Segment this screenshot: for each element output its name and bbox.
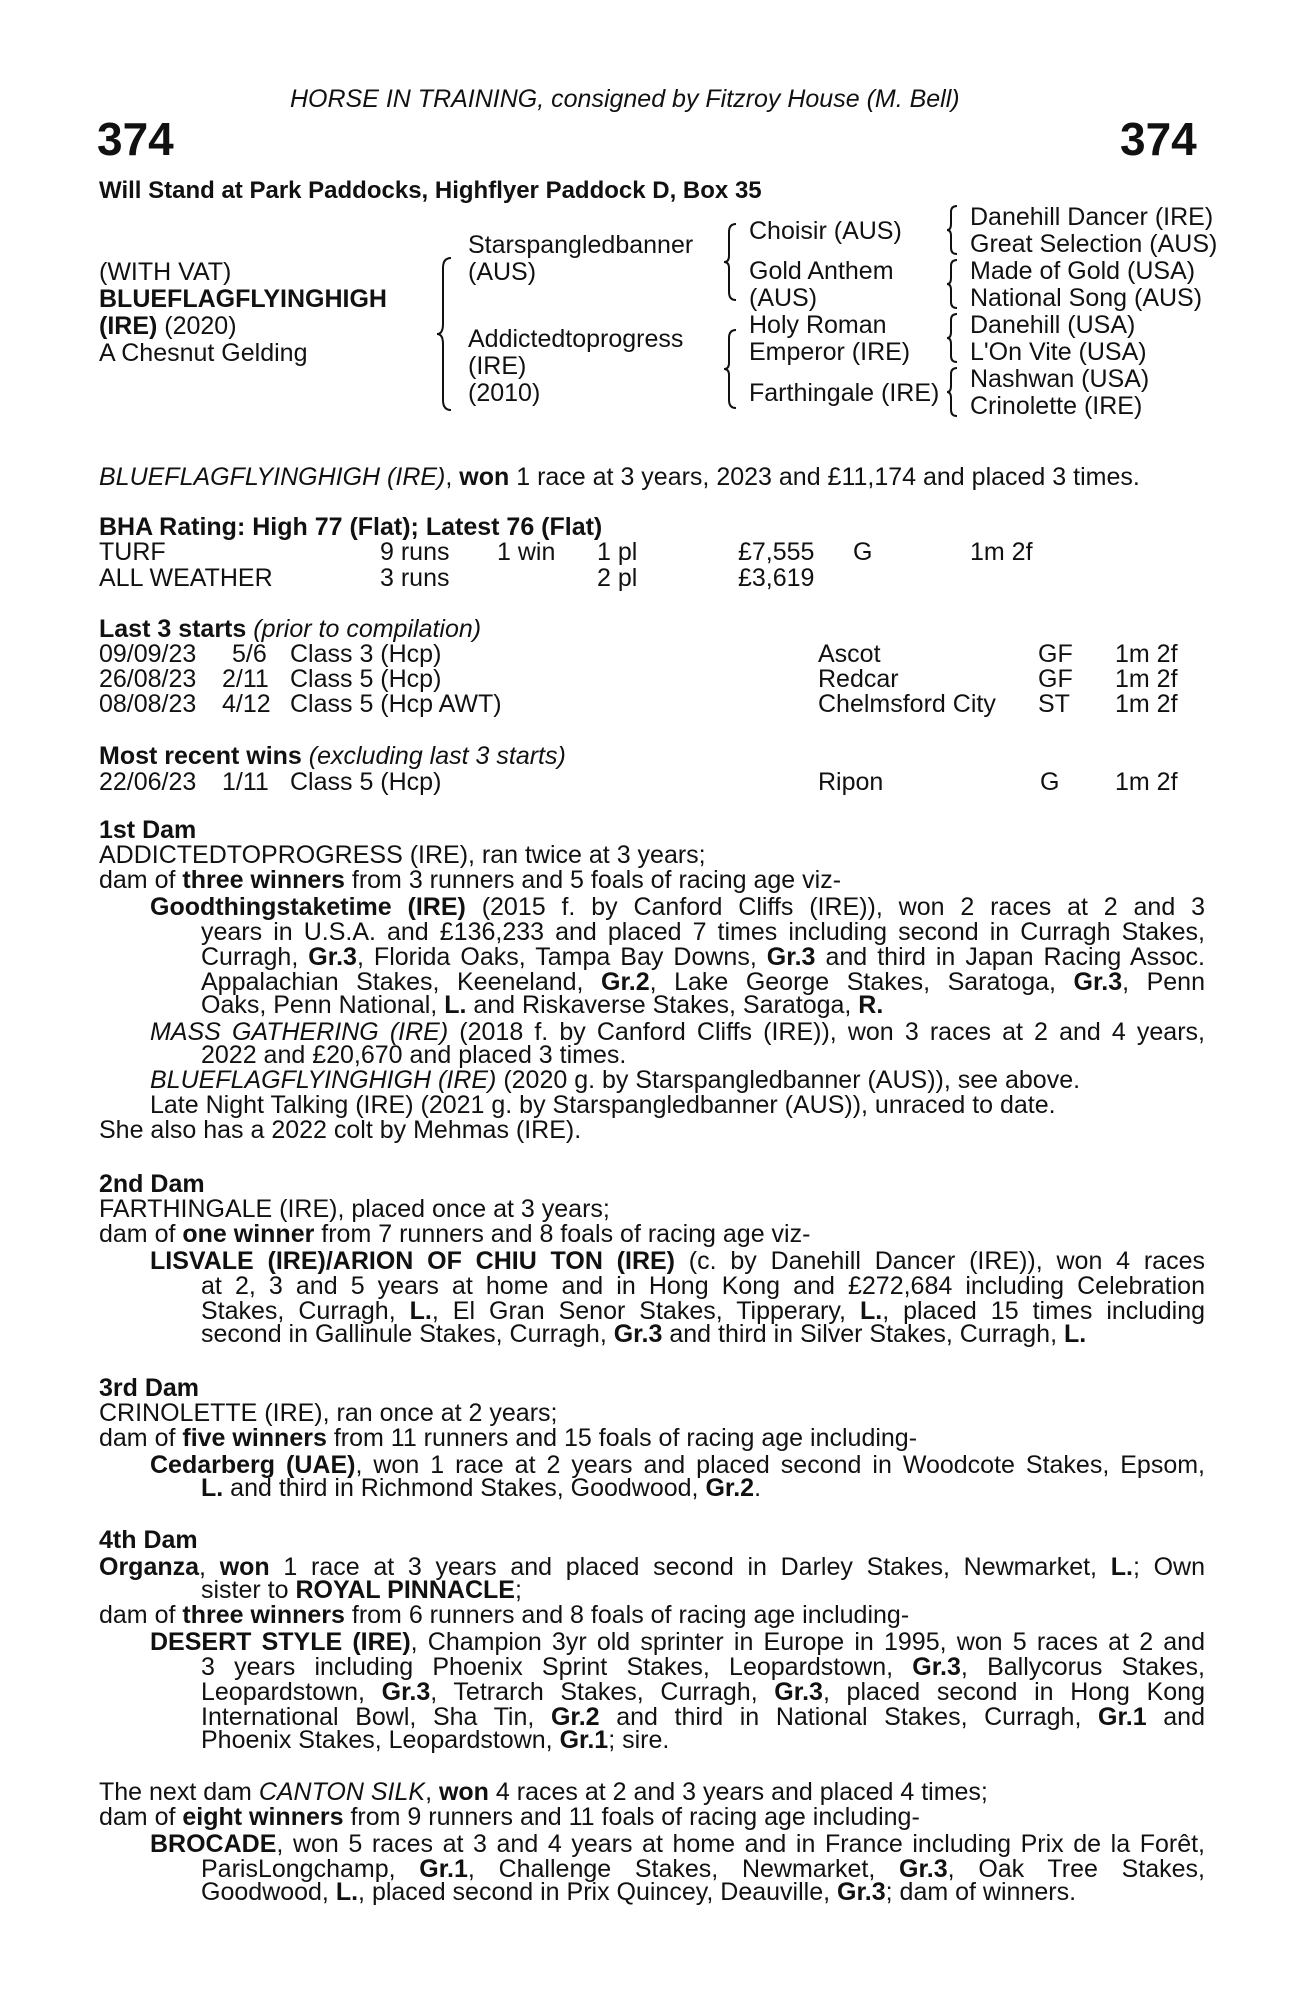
text-dam4-o1k: International Bowl, Sha Tin, [201,1703,551,1731]
text-dam2-l2c: from 7 runners and 8 foals of racing age viz- [314,1220,811,1248]
text-rating-rows-0-surface: TURF [99,538,166,566]
text-dam1-o1a: Goodthingstaketime (IRE) [150,893,466,921]
text-next-o1c: ParisLongchamp, [201,1855,420,1883]
text-line [201,1476,761,1501]
text-dam4-l2c: ; [514,1576,522,1604]
summary-text: 1 race at 3 years, 2023 and £11,174 and placed 3 times. [509,463,1140,491]
vat-note: (WITH VAT) [99,258,232,286]
brace-ss [945,204,959,256]
text-dam4-o1m: and third in National Stakes, Curragh, [599,1703,1099,1731]
text-dam1-o5: She also has a 2022 colt by Mehmas (IRE). [99,1116,582,1144]
text-next-l1b: CANTON SILK [258,1778,426,1806]
text-dam1-o1l: Gr.3 [1073,968,1123,996]
text-line [99,868,841,893]
text-last3-rows-1-course: Redcar [818,665,899,693]
text-last3-rows-0-pos: 5/6 [232,640,267,668]
text-dam3-l2b: five winners [182,1424,327,1452]
text-dam1-o2a: MASS GATHERING (IRE) [150,1018,449,1046]
text-dam4-l3b: three winners [182,1601,345,1629]
text-line [201,1578,522,1603]
text-dam1-o1h: and third in Japan Racing Assoc. [815,943,1205,971]
text-dam3-o1c: L. [201,1474,224,1502]
text-dam3-l1: CRINOLETTE (IRE), ran once at 2 years; [99,1399,558,1427]
text-next-o1j: , placed second in Prix Quincey, Deauville, [358,1878,837,1906]
text-dam3-o1f: . [754,1474,762,1502]
text-pedigree-sire1: Starspangledbanner [468,231,694,259]
gg-7: Nashwan (USA) [970,365,1150,393]
text-line [99,1603,909,1628]
text-dam2-o1i: second in Gallinule Stakes, Curragh, [201,1320,614,1348]
dam-sire [749,312,910,366]
text-line [99,1780,988,1805]
text-dam2-o1g: L. [859,1297,883,1325]
horse-name: BLUEFLAGFLYINGHIGH [99,285,387,313]
text-line [201,1880,1076,1905]
text-recent-rows-0-course: Ripon [818,768,884,796]
text-dam4-o1c: 3 years including Phoenix Sprint Stakes, Leopardstown, [201,1653,913,1681]
text-dam3-l2a: dam of [99,1424,183,1452]
text-dam3-l2c: from 11 runners and 15 foals of racing age including- [326,1424,918,1452]
stand-location: Will Stand at Park Paddocks, Highflyer Paddock D, Box 35 [99,177,762,204]
text-line [201,993,883,1018]
text-last3-rows-2-cls: Class 5 (Hcp AWT) [290,690,502,718]
subject-block [99,259,387,367]
gg-1: Danehill Dancer (IRE) [970,203,1214,231]
text-pedigree-ds2: Emperor (IRE) [749,338,911,366]
gg-3: Made of Gold (USA) [970,257,1196,285]
text-dam3-o1d: and third in Richmond Stakes, Goodwood, [223,1474,706,1502]
dam-name [468,326,683,407]
text-dam2-o1l: L. [1063,1320,1087,1348]
text-last3-rows-0-date: 09/09/23 [99,640,197,668]
text-last3-rows-1-date: 26/08/23 [99,665,197,693]
text-rating-rows-1-runs: 3 runs [380,564,450,592]
consignor-line: HORSE IN TRAINING, consigned by Fitzroy House (M. Bell) [290,85,960,113]
summary-horse: BLUEFLAGFLYINGHIGH (IRE) [99,463,446,491]
text-line [150,1068,1080,1093]
text-dam2-l2a: dam of [99,1220,183,1248]
text-next-o1e: , Challenge Stakes, Newmarket, [467,1855,900,1883]
text-dam2-o1d: Stakes, Curragh, [201,1297,410,1325]
text-dam2-title: 2nd Dam [99,1170,205,1198]
text-dam4-l1e: L. [1110,1553,1133,1581]
text-line [99,1426,917,1451]
text-recent-rows-0-going: G [1040,768,1060,796]
text-recent-rows-0-cls: Class 5 (Hcp) [290,768,442,796]
text-dam2-o1h: , placed 15 times including [882,1297,1205,1325]
text-next-l1e: 4 races at 2 and 3 years and placed 4 times; [488,1778,988,1806]
text-dam4-o1l: Gr.2 [550,1703,600,1731]
text-last3-rows-2-course: Chelmsford City [818,690,996,718]
text-last3-rows-2-going: ST [1038,690,1070,718]
text-dam4-o1p: Phoenix Stakes, Leopardstown, [201,1726,560,1754]
brace-dam [722,328,738,410]
text-dam2-o1f: , El Gran Senor Stakes, Tipperary, [431,1297,860,1325]
text-pedigree-ds1: Holy Roman [749,311,887,339]
text-dam4-o1f: Leopardstown, [201,1678,382,1706]
text-pedigree-sire2: (AUS) [468,258,537,286]
text-dam1-o1i: Appalachian Stakes, Keeneland, [201,968,601,996]
text-dam2-o1j: Gr.3 [613,1320,663,1348]
text-dam2-o1a: LISVALE (IRE)/ARION OF CHIU TON (IRE) [150,1247,675,1275]
text-next-o1h: Goodwood, [201,1878,336,1906]
text-last3-note: (prior to compilation) [246,615,482,643]
lot-number-right: 374 [1120,113,1197,165]
text-pedigree-dam3: (2010) [468,379,541,407]
text-dam4-o1g: Gr.3 [381,1678,431,1706]
brace-sire [722,222,738,302]
text-dam1-o4: Late Night Talking (IRE) (2021 g. by Starspangledbanner (AUS)), unraced to date. [150,1091,1056,1119]
gg-8: Crinolette (IRE) [970,392,1143,420]
text-pedigree-sd1: Gold Anthem [749,257,894,285]
text-last3-rows-2-date: 08/08/23 [99,690,197,718]
rating-title: BHA Rating: High 77 (Flat); Latest 76 (Flat) [99,513,603,541]
text-last3-title: Last 3 starts [99,615,247,643]
text-dam1-l2a: dam of [99,866,183,894]
text-recent-rows-0-dist: 1m 2f [1115,768,1178,796]
text-dam1-o1o: L. [444,991,467,1019]
text-dam1-o1j: Gr.2 [601,968,650,996]
text-last3-rows-0-cls: Class 3 (Hcp) [290,640,442,668]
text-dam1-o1e: Gr.3 [308,943,357,971]
text-dam3-o1b: , won 1 race at 2 years and placed second in Woodcote Stakes, Epsom, [355,1451,1206,1479]
sire-name [468,232,693,286]
text-dam2-o1b: (c. by Danehill Dancer (IRE)), won 4 races [675,1247,1205,1275]
text-line [201,1322,1086,1347]
text-dam4-l2b: ROYAL PINNACLE [295,1576,515,1604]
text-dam4-l1b: , [199,1553,220,1581]
text-recent-title: Most recent wins [99,742,302,770]
brace-ds [945,312,959,364]
text-dam4-o1q: Gr.1 [559,1726,609,1754]
text-dam1-o1f: , Florida Oaks, Tampa Bay Downs, [356,943,767,971]
text-last3-rows-2-pos: 4/12 [222,690,271,718]
text-pedigree-dam1: Addictedtoprogress [468,325,684,353]
gg-4: National Song (AUS) [970,284,1203,312]
text-dam3-o1e: Gr.2 [705,1474,755,1502]
gg-5: Danehill (USA) [970,311,1136,339]
text-rating-rows-1-pl: 2 pl [597,564,638,592]
race-summary: BLUEFLAGFLYINGHIGH (IRE), won 1 race at 3 years, 2023 and £11,174 and placed 3 times. [99,463,1140,491]
text-rating-rows-0-wins: 1 win [497,538,556,566]
text-next-o1d: Gr.1 [419,1855,468,1883]
gg-2: Great Selection (AUS) [970,230,1218,258]
text-next-l1c: , [425,1778,439,1806]
text-line [99,1805,920,1830]
text-dam1-o2c: 2022 and £20,670 and placed 3 times. [201,1041,627,1069]
text-dam1-o1c: years in U.S.A. and £136,233 and placed 7 times including second in Curragh Stakes, [201,918,1205,946]
text-next-o1l: ; dam of winners. [885,1878,1077,1906]
brace-dd [945,366,959,418]
brace-sd [945,258,959,310]
text-dam4-l1f: ; Own [1132,1553,1205,1581]
text-dam4-l3a: dam of [99,1601,183,1629]
text-dam2-o1k: and third in Silver Stakes, Curragh, [662,1320,1064,1348]
recent-heading [99,742,566,771]
text-dam1-o1m: , Penn [1122,968,1205,996]
text-dam1-o1b: (2015 f. by Canford Cliffs (IRE)), won 2 races at 2 and 3 [465,893,1205,921]
text-next-l2a: dam of [99,1803,183,1831]
text-dam4-o1e: , Ballycorus Stakes, [960,1653,1205,1681]
text-dam4-l2a: sister to [201,1576,296,1604]
sire-dam [749,258,894,312]
text-rating-rows-0-going: G [853,538,873,566]
text-dam4-o1o: and [1146,1703,1205,1731]
horse-suffix-line [99,313,387,340]
text-dam1-o2b: (2018 f. by Canford Cliffs (IRE)), won 3 races at 2 and 4 years, [448,1018,1205,1046]
text-dam1-o3b: (2020 g. by Starspangledbanner (AUS)), see above. [496,1066,1081,1094]
text-dam1-o3a: BLUEFLAGFLYINGHIGH (IRE) [150,1066,497,1094]
brace-main [435,256,455,412]
text-dam4-o1r: ; sire. [608,1726,670,1754]
text-rating-rows-1-surface: ALL WEATHER [99,564,273,592]
text-last3-rows-2-dist: 1m 2f [1115,690,1178,718]
text-dam4-o1j: , placed second in Hong Kong [822,1678,1205,1706]
text-dam4-title: 4th Dam [99,1526,198,1554]
text-next-l1d: won [438,1778,489,1806]
text-next-o1i: L. [335,1878,359,1906]
horse-country: (IRE) [99,312,158,340]
text-recent-rows-0-date: 22/06/23 [99,768,197,796]
text-dam2-l2b: one winner [182,1220,315,1248]
text-dam1-o1k: , Lake George Stakes, Saratoga, [649,968,1074,996]
text-dam2-o1e: L. [409,1297,432,1325]
text-dam2-l1: FARTHINGALE (IRE), placed once at 3 years; [99,1195,610,1223]
text-pedigree-sd2: (AUS) [749,284,818,312]
text-last3-rows-1-going: GF [1038,665,1073,693]
text-dam4-o1n: Gr.1 [1098,1703,1147,1731]
text-dam3-o1a: Cedarberg (UAE) [150,1451,356,1479]
text-dam4-l1c: won [219,1553,270,1581]
text-dam4-o1a: DESERT STYLE (IRE) [150,1628,411,1656]
text-next-o1k: Gr.3 [837,1878,886,1906]
text-dam1-l2b: three winners [182,866,345,894]
text-last3-rows-1-cls: Class 5 (Hcp) [290,665,442,693]
text-last3-rows-0-going: GF [1038,640,1073,668]
text-dam1-o1n: Oaks, Penn National, [201,991,445,1019]
text-next-l1a: The next dam [99,1778,259,1806]
text-last3-rows-0-course: Ascot [818,640,881,668]
text-dam1-o1q: R. [858,991,884,1019]
text-next-o1b: , won 5 races at 3 and 4 years at home and in France including Prix de la Forêt, [276,1830,1205,1858]
text-recent-rows-0-pos: 1/11 [222,768,269,796]
summary-won: won [459,463,510,491]
text-rating-rows-0-money: £7,555 [738,538,815,566]
text-rating-rows-1-money: £3,619 [738,564,815,592]
text-dam1-o1p: and Riskaverse Stakes, Saratoga, [466,991,859,1019]
text-dam1-l2c: from 3 runners and 5 foals of racing age viz- [344,866,842,894]
text-recent-note: (excluding last 3 starts) [301,742,566,770]
dam-dam: Farthingale (IRE) [749,379,940,407]
text-dam2-o1c: at 2, 3 and 5 years at home and in Hong Kong and £272,684 including Celebration [201,1272,1205,1300]
text-next-l2b: eight winners [182,1803,344,1831]
text-dam4-o1b: , Champion 3yr old sprinter in Europe in 1995, won 5 races at 2 and [410,1628,1205,1656]
text-pedigree-dam2: (IRE) [468,352,527,380]
text-dam1-o1d: Curragh, [201,943,309,971]
text-dam3-title: 3rd Dam [99,1374,200,1402]
text-dam4-l1d: 1 race at 3 years and placed second in Darley Stakes, Newmarket, [269,1553,1111,1581]
text-dam1-l1: ADDICTEDTOPROGRESS (IRE), ran twice at 3 years; [99,841,706,869]
text-last3-rows-0-dist: 1m 2f [1115,640,1178,668]
text-next-o1g: , Oak Tree Stakes, [947,1855,1205,1883]
text-next-o1f: Gr.3 [899,1855,948,1883]
horse-description: A Chesnut Gelding [99,339,308,367]
text-next-o1a: BROCADE [150,1830,277,1858]
sire-sire: Choisir (AUS) [749,217,902,245]
text-rating-rows-0-runs: 9 runs [380,538,450,566]
gg-6: L'On Vite (USA) [970,338,1147,366]
text-last3-rows-1-pos: 2/11 [222,665,269,693]
lot-number-left: 374 [97,113,174,165]
text-dam1-title: 1st Dam [99,816,197,844]
text-dam4-l3c: from 6 runners and 8 foals of racing age including- [344,1601,910,1629]
text-rating-rows-0-pl: 1 pl [597,538,638,566]
text-next-l2c: from 9 runners and 11 foals of racing age including- [343,1803,920,1831]
horse-year: (2020) [157,312,237,340]
text-dam4-l1a: Organza [99,1553,200,1581]
text-last3-rows-1-dist: 1m 2f [1115,665,1178,693]
text-dam1-o1g: Gr.3 [766,943,816,971]
text-dam4-o1d: Gr.3 [912,1653,961,1681]
text-line [99,1222,810,1247]
text-line [201,1728,669,1753]
text-dam4-o1h: , Tetrarch Stakes, Curragh, [430,1678,775,1706]
text-rating-rows-0-dist: 1m 2f [970,538,1033,566]
text-dam4-o1i: Gr.3 [774,1678,823,1706]
